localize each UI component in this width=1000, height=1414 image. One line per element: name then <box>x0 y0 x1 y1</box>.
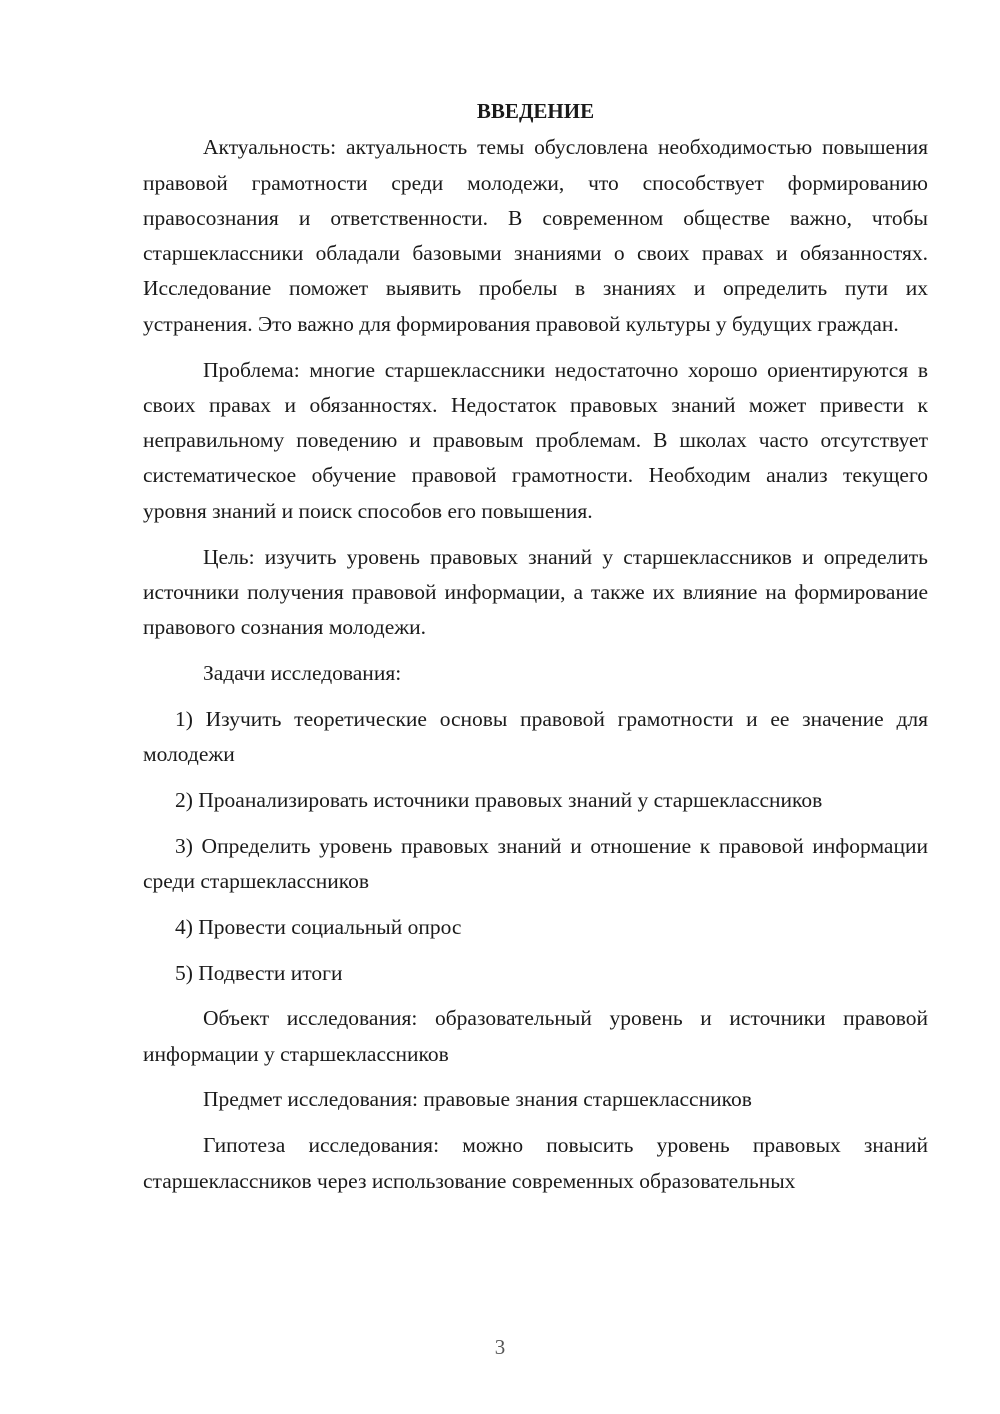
list-item-task-1: 1) Изучить теоретические основы правовой грамотности и ее значение для молодежи <box>143 706 928 767</box>
page-content <box>143 94 928 1199</box>
paragraph-relevance: Актуальность: актуальность темы обусловлена необходимостью повышения правовой грамотности среди молодежи, что способствует формированию правосознания и ответственности. В современном обществе важно, чтобы старшеклассники обладали базовыми знаниями о своих правах и обязанностях. Исследование поможет выявить пробелы в знаниях и определить пути их устранения. Это важно для формирования правовой культуры у будущих граждан. <box>143 135 928 336</box>
paragraph-object: Объект исследования: образовательный уровень и источники правовой информации у старшеклассников <box>143 1006 928 1066</box>
paragraph-problem: Проблема: многие старшеклассники недостаточно хорошо ориентируются в своих правах и обязанностях. Недостаток правовых знаний может привести к неправильному поведению и правовым проблемам. В школах часто отсутствует систематическое обучение правовой грамотности. Необходим анализ текущего уровня знаний и поиск способов его повышения. <box>143 357 928 523</box>
section-title: ВВЕДЕНИЕ <box>476 99 595 123</box>
paragraph-subject: Предмет исследования: правовые знания старшеклассников <box>203 1087 752 1112</box>
list-item-task-4: 4) Провести социальный опрос <box>175 914 462 939</box>
list-item-task-5: 5) Подвести итоги <box>175 960 343 985</box>
paragraph-goal: Цель: изучить уровень правовых знаний у старшеклассников и определить источники получения правовой информации, а также их влияние на формирование правового сознания молодежи. <box>143 544 928 640</box>
page-number: 3 <box>494 1335 506 1359</box>
paragraph-hypothesis: Гипотеза исследования: можно повысить уровень правовых знаний старшеклассников через использование современных образовательных <box>143 1133 928 1193</box>
list-item-task-3: 3) Определить уровень правовых знаний и отношение к правовой информации среди старшеклассников <box>143 833 928 893</box>
list-item-task-2: 2) Проанализировать источники правовых знаний у старшеклассников <box>175 787 823 812</box>
paragraph-tasks-heading: Задачи исследования: <box>203 660 402 685</box>
